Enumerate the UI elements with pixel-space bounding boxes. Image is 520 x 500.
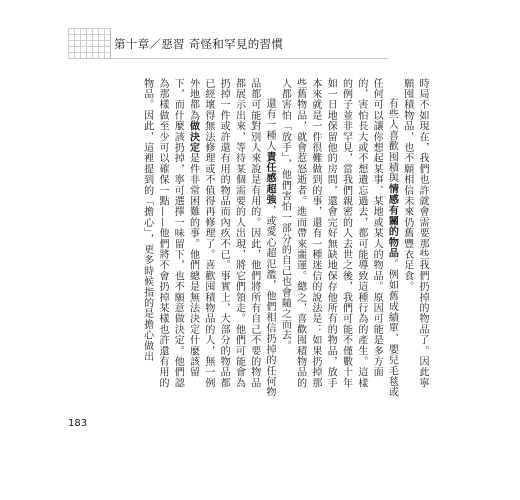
- emphasis-strong-responsibility: 責任感超強: [264, 151, 276, 205]
- paragraph-2: [277, 78, 399, 398]
- paragraph-2-text-c: 。例如舊成績單、嬰兒毛毯或任何可以讓你想起某事、某地或某人的物品。原因可能是多方面的，害怕長大或不想遺忘過去，都可能導致這種行為的產生。這樣的例子並非罕見，當我們親密的人去世之後，我們可能不僅數十年如一日地保留他的房間，還會完好無缺地保存他所有的物品，放手本來就是一件很難做到的事，還有一種迷信的說法是：如果扔掉那些舊物品，就會惹怒逝者。進而帶來噩運。總之，喜歡囤積物品的人都害怕「放手」，他們害怕一部分的自己也會隨之而去。: [279, 78, 398, 398]
- paragraph-3: [139, 78, 277, 398]
- paragraph-3-text-c: ，或愛心超氾濫，他們相信扔掉的任何物品都可能對別人來說是有用的。因此，他們將所有自己不要的物品都展示出來，等待某個需要的人出現，將它們領走。他們可能會為扔掉一件或許還有用的物品而內疚不已。事實上，大部分的物品都已經壞得無法修理或不值得再修理了。喜歡囤積物品的人，無一例外地都為: [187, 78, 276, 398]
- paragraph-3-text-a: 還有一種人: [264, 98, 276, 152]
- header-rule: [68, 58, 388, 59]
- page-number: 183: [68, 418, 88, 429]
- paragraph-1: 時局不如現在，我們也許就會需要那些我們扔掉的物品了。因此寧願囤積物品，也不願相信未來仍舊豐衣足食。: [401, 78, 428, 389]
- chapter-title: 第十章／惡習 奇怪和罕見的習慣: [114, 37, 284, 51]
- paragraph-2-text-a: 有些人喜歡囤積與: [386, 98, 398, 184]
- body-text: [100, 78, 430, 398]
- emphasis-sentimental-items: 情感有關的物品: [386, 183, 398, 259]
- emphasis-decision-making: 做決定: [187, 120, 199, 153]
- chapter-header: [68, 28, 468, 58]
- paragraph-3-text-e: 是件非常困難的事。他們總是無法決定什麼該留下，而什麼該扔掉，寧可選擇一味留下，也不願意做決定。他們認為那樣做至少可以確保一點——他們將不會扔掉某樣也許還有用的物品。因此，這裡提到的「擔心」，更多時候指的是擔心做出: [141, 78, 199, 389]
- grid-decoration: [68, 28, 111, 59]
